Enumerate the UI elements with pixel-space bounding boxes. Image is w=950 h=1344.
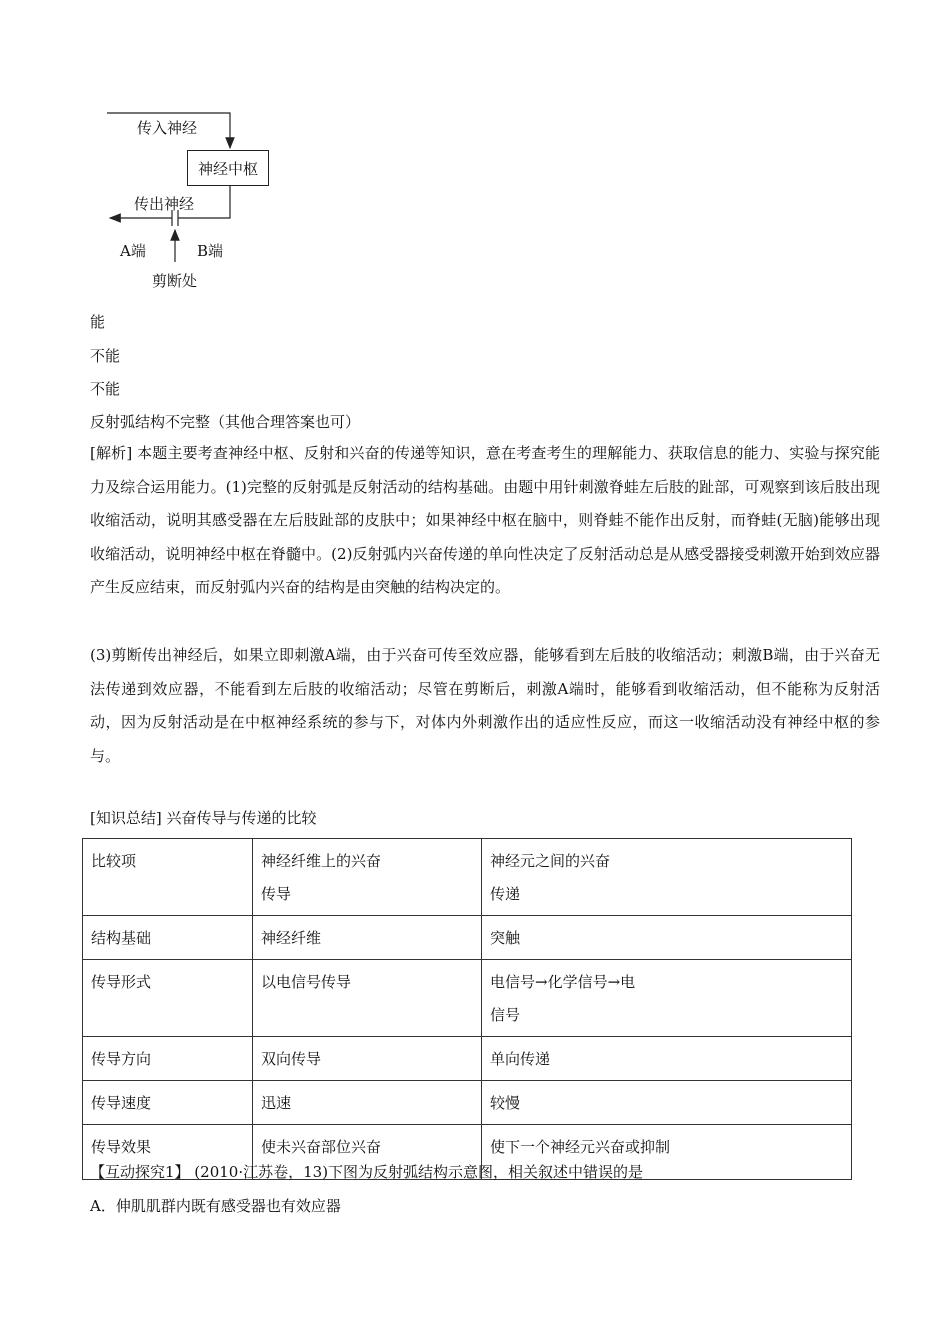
cell-text: 神经纤维上的兴奋传导 xyxy=(261,852,382,903)
table-cell: 迅速 xyxy=(253,1081,482,1125)
end-b-label: B端 xyxy=(197,242,224,260)
table-cell: 使下一个神经元兴奋或抑制 xyxy=(482,1125,852,1180)
table-cell: 突触 xyxy=(482,916,852,960)
table-cell: 单向传递 xyxy=(482,1037,852,1081)
table-cell xyxy=(482,960,852,1037)
table-cell: 传导效果 xyxy=(83,1125,253,1180)
question-stem: 【互动探究1】 (2010·江苏卷，13)下图为反射弧结构示意图，相关叙述中错误的是 xyxy=(90,1163,644,1181)
answer-1: 能 xyxy=(90,313,106,331)
nerve-center-box: 神经中枢 xyxy=(187,150,269,186)
cell-text: 神经元之间的兴奋传递 xyxy=(490,852,611,903)
end-a-label: A端 xyxy=(120,242,146,260)
cut-label: 剪断处 xyxy=(152,272,198,290)
table-cell: 较慢 xyxy=(482,1081,852,1125)
analysis-paragraph-1: [解析] 本题主要考查神经中枢、反射和兴奋的传递等知识，意在考查考生的理解能力、获取信息的能力、实验与探究能力及综合运用能力。(1)完整的反射弧是反射活动的结构基础。由题中用针刺激脊蛙左后肢的趾部，可观察到该后肢出现收缩活动，说明其感受器在左后肢趾部的皮肤中；如果神经中枢在脑中，则脊蛙不能作出反射，而脊蛙(无脑)能够出现收缩活动，说明神经中枢在脊髓中。(2)反射弧内兴奋传递的单向性决定了反射活动总是从感受器接受刺激开始到效应器产生反应结束，而反射弧内兴奋的结构是由突触的结构决定的。 xyxy=(90,444,880,596)
answer-4: 反射弧结构不完整（其他合理答案也可） xyxy=(90,413,361,431)
table-header-row xyxy=(83,839,852,916)
comparison-table xyxy=(82,838,852,1180)
answer-2: 不能 xyxy=(90,347,121,365)
table-row xyxy=(83,960,852,1037)
table-cell: 传导方向 xyxy=(83,1037,253,1081)
table-cell: 传导速度 xyxy=(83,1081,253,1125)
table-cell: 双向传导 xyxy=(253,1037,482,1081)
answer-3: 不能 xyxy=(90,380,121,398)
table-cell: 结构基础 xyxy=(83,916,253,960)
table-cell: 使未兴奋部位兴奋 xyxy=(253,1125,482,1180)
option-a: A．伸肌肌群内既有感受器也有效应器 xyxy=(90,1197,341,1215)
table-row xyxy=(83,1037,852,1081)
afferent-label: 传入神经 xyxy=(137,119,198,137)
table-cell: 以电信号传导 xyxy=(253,960,482,1037)
table-cell xyxy=(253,839,482,916)
analysis-paragraph-2: (3)剪断传出神经后，如果立即刺激A端，由于兴奋可传至效应器，能够看到左后肢的收缩活动；刺激B端，由于兴奋无法传递到效应器，不能看到左后肢的收缩活动；尽管在剪断后，刺激A端时，能够看到收缩活动，但不能称为反射活动，因为反射活动是在中枢神经系统的参与下，对体内外刺激作出的适应性反应，而这一收缩活动没有神经中枢的参与。 xyxy=(90,646,880,765)
table-cell: 比较项 xyxy=(83,839,253,916)
table-cell: 传导形式 xyxy=(83,960,253,1037)
cell-text: 电信号→化学信号→电信号 xyxy=(490,973,636,1024)
table-row xyxy=(83,916,852,960)
efferent-label: 传出神经 xyxy=(134,195,195,213)
summary-title: [知识总结] 兴奋传导与传递的比较 xyxy=(90,809,317,827)
table-cell: 神经纤维 xyxy=(253,916,482,960)
table-cell xyxy=(482,839,852,916)
table-row xyxy=(83,1081,852,1125)
